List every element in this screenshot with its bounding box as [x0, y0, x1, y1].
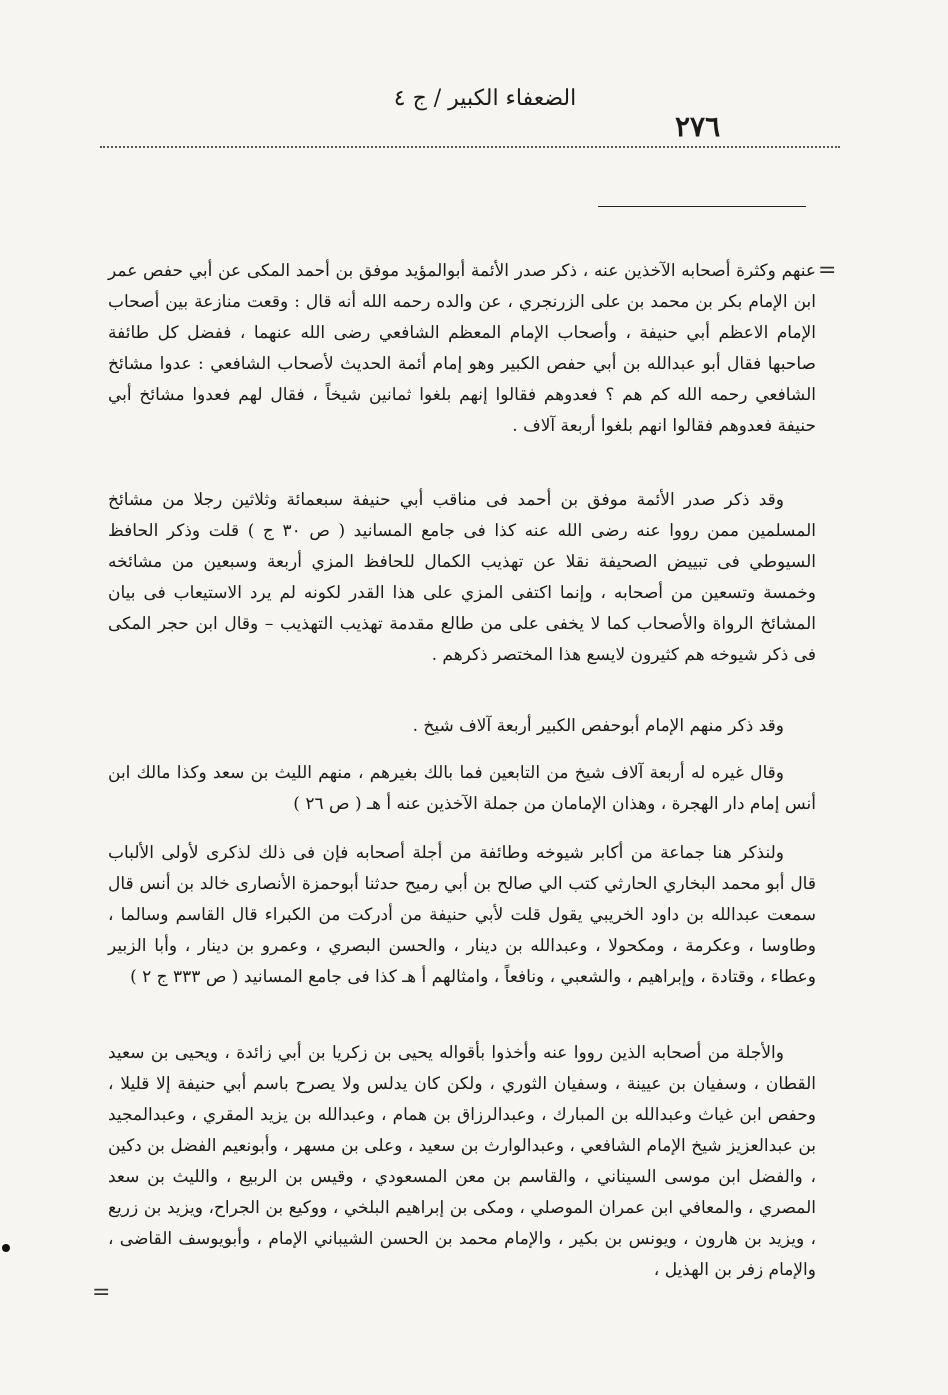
- paragraph-text: والأجلة من أصحابه الذين رووا عنه وأخذوا بأقواله يحيى بن زكريا بن أبي زائدة ، ويحيى بن سعيد القطان ، وسفيان بن عيينة ، وسفيان الثوري ، ولكن كان يدلس ولا يصرح باسم أبي حنيفة إلا قليلا ، وحفص ابن غياث وعبدالله بن المبارك ، وعبدالرزاق بن همام ، وعبدالله بن يزيد المقري ، وعبدالمجيد بن عبدالعزيز شيخ الإمام الشافعي ، وعبدالوارث بن سعيد ، وعلى بن مسهر ، وأبونعيم الفضل بن دكين ، والفضل ابن موسى السيناني ، والقاسم بن معن المسعودي ، وقيس بن الربيع ، والليث بن سعد المصري ، والمعافي ابن عمران الموصلي ، ومكى بن إبراهيم البلخي ، ووكيع بن الجراح، ويزيد بن زريع ، ويزيد بن هارون ، ويونس بن بكير ، والإمام محمد بن الحسن الشيباني الإمام ، وأبويوسف القاضى ، والإمام زفر بن الهذيل ،: [108, 1043, 816, 1280]
- paragraph-6: [108, 1038, 816, 1286]
- page-number: ٢٧٦: [675, 110, 721, 143]
- paragraph-2: [108, 485, 816, 671]
- footnote-separator-rule: [598, 206, 806, 207]
- paragraph-text: وقال غيره له أربعة آلاف شيخ من التابعين فما بالك بغيرهم ، منهم الليث بن سعد وكذا مالك ابن أنس إمام دار الهجرة ، وهذان الإمامان من جملة الآخذين عنه أ هـ ( ص ٢٦ ): [108, 763, 816, 814]
- continuation-mark-top: =: [818, 258, 837, 283]
- running-header-title: الضعفاء الكبير / ج ٤: [393, 86, 577, 111]
- paragraph-4: [108, 758, 816, 820]
- paragraph-text: عنهم وكثرة أصحابه الآخذين عنه ، ذكر صدر الأئمة أبوالمؤيد موفق بن أحمد المكى عن أبي حفص عمر ابن الإمام بكر بن محمد بن على الزرنجري ، عن والده رحمه الله أنه قال : وقعت منازعة بين أصحاب الإمام الاعظم أبي حنيفة ، وأصحاب الإمام المعظم الشافعي رضى الله عنهما ، ففضل كل طائفة صاحبها فقال أبو عبدالله بن أبي حفص الكبير وهو إمام أئمة الحديث لأصحاب الشافعي : عدوا مشائخ الشافعي رحمه الله كم هم ؟ فعدوهم فقالوا إنهم بلغوا ثمانين شيخاً ، فقال لهم فعدوا مشائخ أبي حنيفة فعدوهم فقالوا انهم بلغوا أربعة آلاف .: [108, 261, 816, 436]
- paragraph-text: وقد ذكر صدر الأئمة موفق بن أحمد فى مناقب أبي حنيفة سبعمائة وثلاثين رجلا من مشائخ المسلمين ممن رووا عنه رضى الله عنه كذا فى جامع المسانيد ( ص ٣٠ ج ) قلت وذكر الحافظ السيوطي فى تبييض الصحيفة نقلا عن تهذيب الكمال للحافظ المزي أربعة وسبعين من مشائخه وخمسة وتسعين من أصحابه ، وإنما اكتفى المزي على هذا القدر لكونه لم يرد الاستيعاب فى بيان المشائخ الرواة والأصحاب كما لا يخفى على من طالع مقدمة تهذيب التهذيب – وقال ابن حجر المكى فى ذكر شيوخه هم كثيرون لايسع هذا المختصر ذكرهم .: [108, 490, 816, 665]
- header-dotted-rule: [100, 146, 840, 148]
- paragraph-text: ولنذكر هنا جماعة من أكابر شيوخه وطائفة من أجلة أصحابه فإن فى ذلك لذكرى لأولى الألباب قال أبو محمد البخاري الحارثي كتب الي صالح بن أبي رميح حدثنا أبوحمزة الأنصارى خالد بن أنس قال سمعت عبدالله بن داود الخريبي يقول قلت لأبي حنيفة من أدركت من الكبراء قال القاسم وسالما ، وطاوسا ، وعكرمة ، ومكحولا ، وعبدالله بن دينار ، والحسن البصري ، وعمرو بن دينار ، وأبا الزبير وعطاء ، وقتادة ، وإبراهيم ، والشعبي ، ونافعاً ، وامثالهم أ هـ كذا فى جامع المسانيد ( ص ٣٣٣ ج ٢ ): [108, 843, 816, 987]
- paragraph-1: [108, 256, 816, 442]
- paragraph-5: [108, 838, 816, 993]
- paragraph-text: وقد ذكر منهم الإمام أبوحفص الكبير أربعة آلاف شيخ .: [412, 716, 784, 736]
- paragraph-3: [108, 711, 816, 742]
- scan-dot-mark: [2, 1244, 10, 1252]
- continuation-mark-bottom: =: [92, 1280, 111, 1305]
